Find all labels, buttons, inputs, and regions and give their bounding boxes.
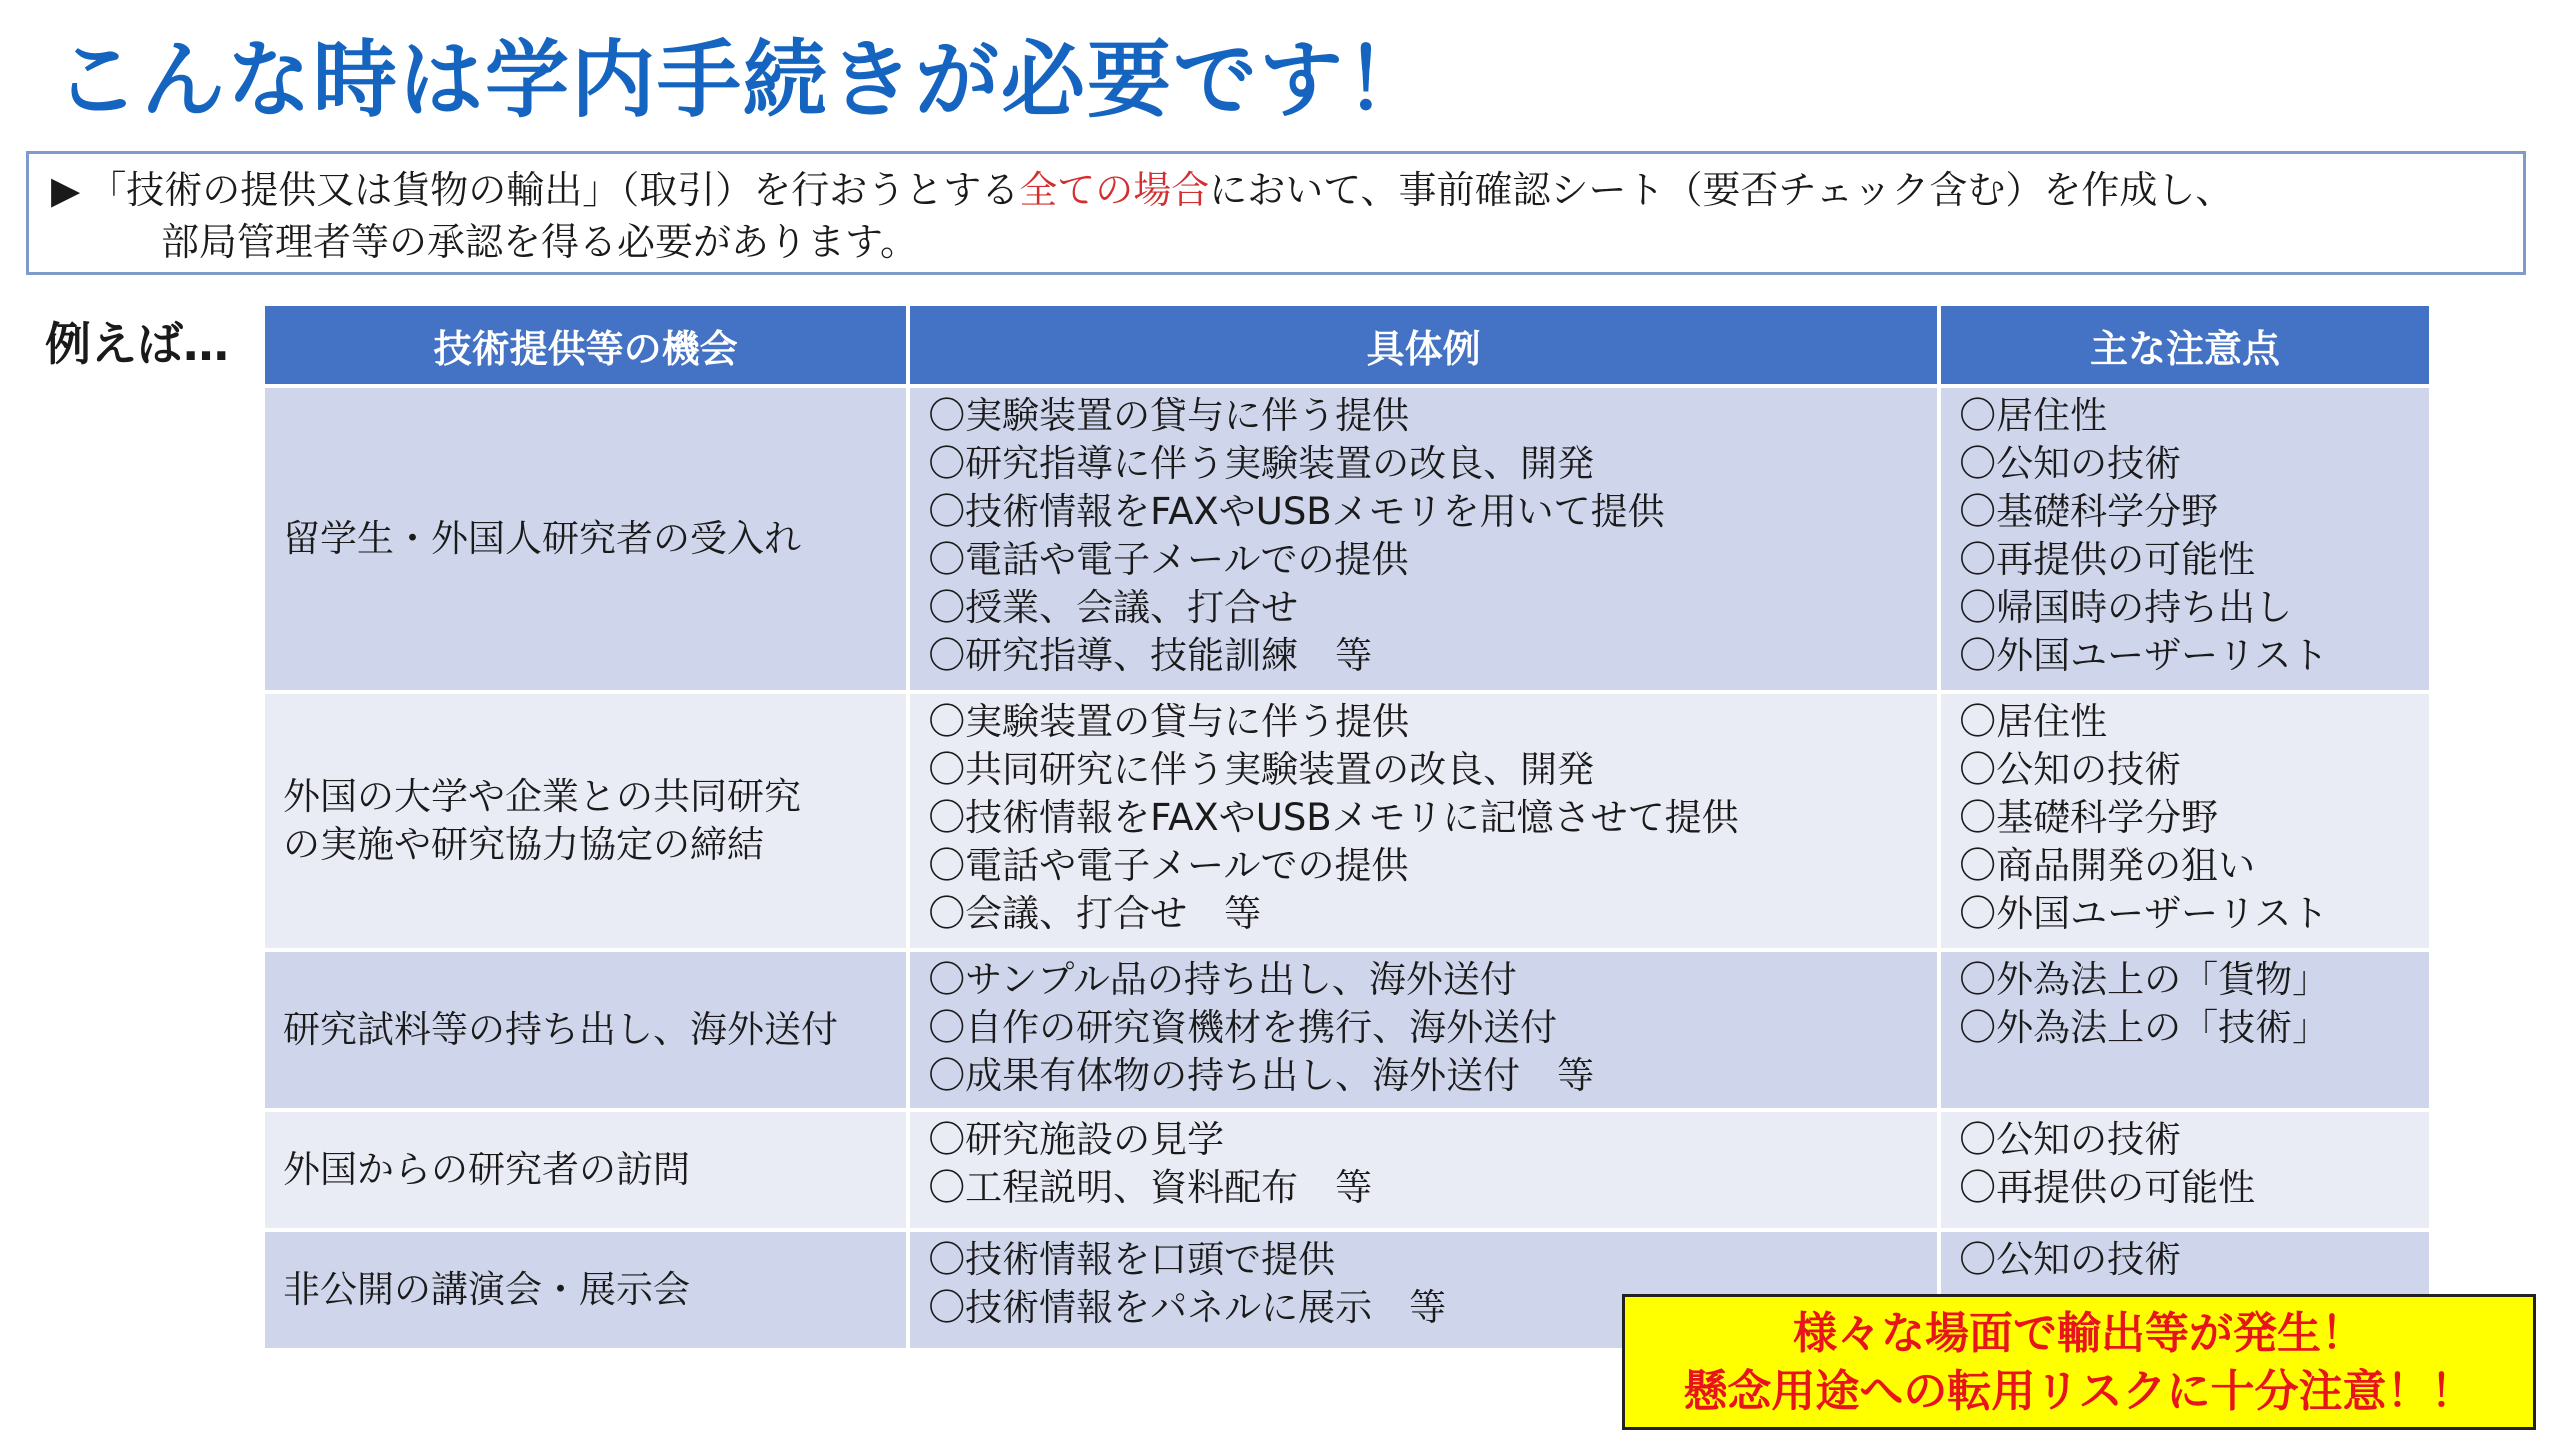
cell-line: 〇技術情報を口頭で提供 (928, 1238, 1336, 1281)
cell-line: 〇商品開発の狙い (1959, 844, 2256, 887)
cell-line: 〇研究施設の見学 (928, 1118, 1225, 1161)
cell-line: 〇技術情報をFAXやUSBメモリを用いて提供 (928, 490, 1665, 533)
cell-line: 〇電話や電子メールでの提供 (928, 538, 1409, 581)
notice-line-2: 部局管理者等の承認を得る必要があります。 (161, 220, 918, 264)
notice-line-1 (51, 164, 2499, 216)
cell-line: 留学生・外国人研究者の受入れ (283, 517, 801, 560)
cell-line: 〇研究指導に伴う実験装置の改良、開発 (928, 442, 1595, 485)
cautions-cell (1941, 952, 2429, 1108)
cell-line: 〇研究指導、技能訓練 等 (928, 634, 1373, 677)
cell-line: 〇基礎科学分野 (1959, 490, 2219, 533)
cell-line: 〇居住性 (1959, 394, 2108, 437)
cell-line: 〇工程説明、資料配布 等 (928, 1166, 1373, 1209)
cautions-cell (1941, 1112, 2429, 1228)
warning-box (1622, 1294, 2536, 1430)
cell-line: 〇外国ユーザーリスト (1959, 892, 2329, 935)
cell-line: 〇外為法上の「貨物」 (1959, 958, 2330, 1001)
examples-cell (910, 694, 1937, 948)
cell-line: 〇帰国時の持ち出し (1959, 586, 2293, 629)
opportunity-cell (265, 1232, 906, 1348)
notice-highlight: 全ての場合 (1019, 168, 1210, 212)
example-label: 例えば… (45, 317, 229, 371)
cell-line: 外国の大学や企業との共同研究 (283, 775, 801, 818)
cell-line: 非公開の講演会・展示会 (283, 1268, 690, 1311)
cell-line: 〇会議、打合せ 等 (928, 892, 1262, 935)
notice-box (26, 151, 2526, 275)
opportunity-cell (265, 388, 906, 690)
table-row (265, 952, 2429, 1108)
table-row (265, 1112, 2429, 1228)
notice-text-before: 「技術の提供又は貨物の輸出」（取引）を行おうとする (88, 168, 1020, 212)
cell-line: 〇公知の技術 (1959, 748, 2182, 791)
cell-line: の実施や研究協力協定の締結 (283, 823, 764, 866)
header-examples: 具体例 (910, 306, 1937, 384)
warning-line-2: 懸念用途への転用リスクに十分注意！！ (1683, 1366, 2475, 1417)
cell-line: 〇公知の技術 (1959, 1238, 2182, 1281)
cell-line: 〇電話や電子メールでの提供 (928, 844, 1409, 887)
cell-line: 〇再提供の可能性 (1959, 538, 2256, 581)
cell-line: 〇授業、会議、打合せ (928, 586, 1299, 629)
cell-line: 〇外国ユーザーリスト (1959, 634, 2329, 677)
notice-text-after: において、事前確認シート（要否チェック含む）を作成し、 (1209, 168, 2234, 212)
cell-line: 〇サンプル品の持ち出し、海外送付 (928, 958, 1517, 1001)
table-row (265, 388, 2429, 690)
warning-line-1: 様々な場面で輸出等が発生！ (1793, 1308, 2365, 1359)
page-title: こんな時は学内手続きが必要です！ (55, 31, 1432, 129)
cell-line: 〇実験装置の貸与に伴う提供 (928, 394, 1410, 437)
cell-line: 外国からの研究者の訪問 (283, 1148, 690, 1191)
cell-line: 〇公知の技術 (1959, 1118, 2182, 1161)
cell-line: 〇居住性 (1959, 700, 2108, 743)
cell-line: 〇外為法上の「技術」 (1959, 1006, 2330, 1049)
opportunity-cell (265, 952, 906, 1108)
examples-cell (910, 952, 1937, 1108)
cell-line: 〇共同研究に伴う実験装置の改良、開発 (928, 748, 1595, 791)
table-header-row (265, 306, 2429, 384)
cell-line: 〇実験装置の貸与に伴う提供 (928, 700, 1410, 743)
examples-cell (910, 1112, 1937, 1228)
header-opportunity: 技術提供等の機会 (265, 306, 906, 384)
table-body (265, 388, 2429, 1348)
cell-line: 〇技術情報をFAXやUSBメモリに記憶させて提供 (928, 796, 1739, 839)
cell-line: 〇成果有体物の持ち出し、海外送付 等 (928, 1054, 1595, 1097)
cautions-cell (1941, 388, 2429, 690)
cell-line: 〇公知の技術 (1959, 442, 2182, 485)
cell-line: 〇基礎科学分野 (1959, 796, 2219, 839)
opportunity-cell (265, 694, 906, 948)
cell-line: 〇自作の研究資機材を携行、海外送付 (928, 1006, 1558, 1049)
header-cautions: 主な注意点 (1941, 306, 2429, 384)
cell-line: 〇技術情報をパネルに展示 等 (928, 1286, 1447, 1329)
opportunity-table (261, 302, 2433, 1352)
triangle-arrow-icon: ▶ (51, 168, 81, 212)
cell-line: 研究試料等の持ち出し、海外送付 (283, 1008, 838, 1051)
opportunity-cell (265, 1112, 906, 1228)
examples-cell (910, 388, 1937, 690)
table-row (265, 694, 2429, 948)
cautions-cell (1941, 694, 2429, 948)
cell-line: 〇再提供の可能性 (1959, 1166, 2256, 1209)
